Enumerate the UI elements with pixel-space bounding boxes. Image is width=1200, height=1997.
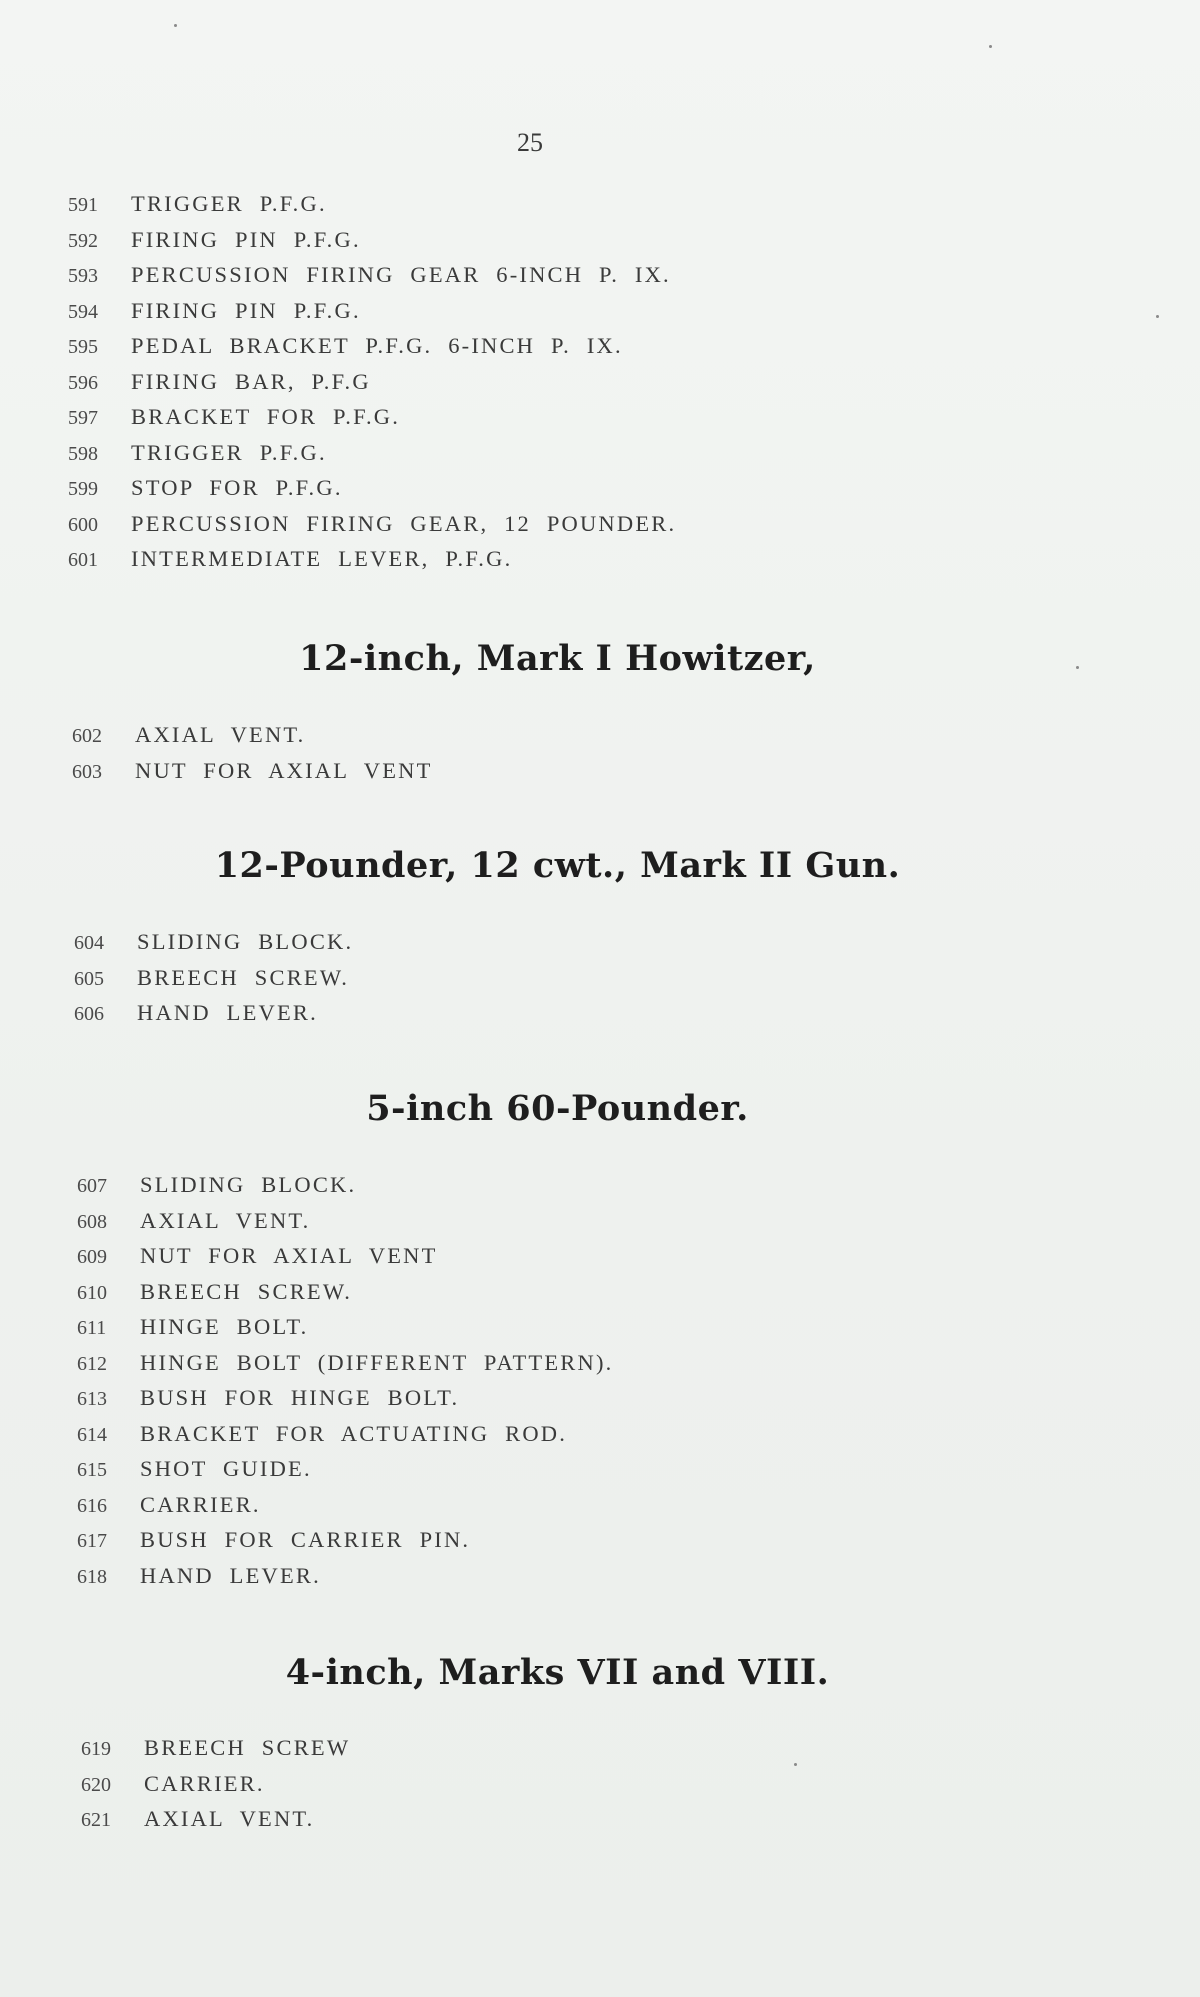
list-item: [77, 1172, 613, 1208]
list-item: [68, 475, 676, 511]
item-number: 603: [72, 760, 102, 783]
parts-list-general: [68, 191, 676, 582]
item-number: 614: [77, 1423, 107, 1446]
item-text: BRACKET FOR P.F.G.: [131, 404, 401, 429]
list-item: [74, 929, 353, 965]
item-number: 600: [68, 513, 98, 536]
list-item: [68, 511, 676, 547]
item-text: BREECH SCREW.: [137, 964, 350, 990]
item-text: NUT FOR AXIAL VENT: [140, 1243, 438, 1268]
item-number: 596: [68, 371, 98, 394]
item-number: 591: [68, 194, 98, 216]
paper-speck: [794, 1763, 797, 1766]
list-item: [68, 333, 676, 369]
list-item: [77, 1385, 613, 1421]
section-heading: 4-inch, Marks VII and VIII.: [285, 1652, 830, 1693]
item-number: 609: [77, 1246, 107, 1268]
item-text: BRACKET FOR ACTUATING ROD.: [140, 1420, 568, 1446]
list-item: [77, 1527, 613, 1563]
parts-list-60-pounder: [77, 1172, 613, 1598]
item-number: 607: [77, 1175, 107, 1197]
item-number: 611: [77, 1317, 107, 1339]
item-number: 605: [74, 967, 104, 990]
item-text: FIRING BAR, P.F.G: [131, 368, 371, 394]
paper-speck: [174, 24, 177, 27]
list-item: [77, 1279, 613, 1315]
item-text: HINGE BOLT (DIFFERENT PATTERN).: [140, 1349, 614, 1375]
list-item: [77, 1456, 613, 1492]
item-text: SLIDING BLOCK.: [137, 929, 354, 954]
item-text: BUSH FOR CARRIER PIN.: [140, 1527, 471, 1552]
item-text: INTERMEDIATE LEVER, P.F.G.: [131, 546, 513, 571]
item-text: PERCUSSION FIRING GEAR 6-INCH P. IX.: [131, 262, 671, 287]
list-item: [77, 1563, 613, 1599]
item-text: AXIAL VENT.: [135, 722, 306, 747]
item-number: 612: [77, 1352, 107, 1375]
parts-list-howitzer: [72, 722, 433, 793]
parts-list-4-inch: [81, 1735, 350, 1842]
list-item: [68, 440, 676, 476]
item-number: 620: [81, 1773, 111, 1796]
paper-speck: [989, 45, 992, 48]
item-text: PERCUSSION FIRING GEAR, 12 POUNDER.: [131, 510, 677, 536]
list-item: [68, 227, 676, 263]
list-item: [68, 262, 676, 298]
item-text: SLIDING BLOCK.: [140, 1172, 357, 1197]
page-number: 25: [517, 128, 543, 157]
item-text: PEDAL BRACKET P.F.G. 6-INCH P. IX.: [131, 333, 623, 358]
item-number: 606: [74, 1003, 104, 1025]
list-item: [81, 1735, 350, 1771]
item-number: 616: [77, 1494, 107, 1517]
section-heading: 12-inch, Mark I Howitzer,: [299, 638, 816, 679]
item-number: 597: [68, 407, 98, 429]
item-number: 599: [68, 478, 98, 500]
item-text: CARRIER.: [140, 1491, 261, 1517]
paper-speck: [1156, 315, 1159, 318]
item-number: 618: [77, 1565, 107, 1588]
list-item: [77, 1208, 613, 1244]
item-text: CARRIER.: [144, 1770, 265, 1796]
item-number: 615: [77, 1459, 107, 1481]
item-text: STOP FOR P.F.G.: [131, 475, 343, 500]
item-text: AXIAL VENT.: [140, 1207, 311, 1233]
item-text: HAND LEVER.: [137, 1000, 318, 1025]
list-item: [74, 965, 353, 1001]
item-number: 601: [68, 549, 98, 571]
item-number: 595: [68, 336, 98, 358]
list-item: [77, 1421, 613, 1457]
item-text: FIRING PIN P.F.G.: [131, 297, 361, 323]
item-text: BUSH FOR HINGE BOLT.: [140, 1385, 460, 1410]
item-number: 613: [77, 1388, 107, 1410]
item-number: 617: [77, 1530, 107, 1552]
list-item: [77, 1350, 613, 1386]
item-text: BREECH SCREW.: [140, 1278, 353, 1304]
item-number: 604: [74, 932, 104, 954]
list-item: [68, 298, 676, 334]
section-heading: 5-inch 60-Pounder.: [366, 1088, 749, 1129]
item-number: 598: [68, 442, 98, 465]
item-number: 619: [81, 1738, 111, 1760]
item-number: 608: [77, 1210, 107, 1233]
item-number: 621: [81, 1809, 111, 1831]
item-text: HAND LEVER.: [140, 1562, 321, 1588]
item-text: NUT FOR AXIAL VENT: [135, 757, 433, 783]
list-item: [77, 1314, 613, 1350]
item-text: AXIAL VENT.: [144, 1806, 315, 1831]
list-item: [74, 1000, 353, 1036]
item-text: HINGE BOLT.: [140, 1314, 309, 1339]
list-item: [81, 1806, 350, 1842]
list-item: [68, 404, 676, 440]
item-number: 593: [68, 265, 98, 287]
list-item: [72, 722, 433, 758]
list-item: [72, 758, 433, 794]
item-number: 610: [77, 1281, 107, 1304]
list-item: [81, 1771, 350, 1807]
list-item: [68, 369, 676, 405]
section-heading: 12-Pounder, 12 cwt., Mark II Gun.: [214, 845, 901, 886]
item-number: 594: [68, 300, 98, 323]
parts-list-12-pounder: [74, 929, 353, 1036]
item-text: BREECH SCREW: [144, 1735, 351, 1760]
list-item: [68, 191, 676, 227]
item-text: TRIGGER P.F.G.: [131, 439, 327, 465]
list-item: [77, 1492, 613, 1528]
item-number: 602: [72, 725, 102, 747]
item-number: 592: [68, 229, 98, 252]
item-text: FIRING PIN P.F.G.: [131, 226, 361, 252]
list-item: [68, 546, 676, 582]
item-text: TRIGGER P.F.G.: [131, 191, 327, 216]
item-text: SHOT GUIDE.: [140, 1456, 312, 1481]
paper-speck: [1076, 666, 1079, 669]
list-item: [77, 1243, 613, 1279]
